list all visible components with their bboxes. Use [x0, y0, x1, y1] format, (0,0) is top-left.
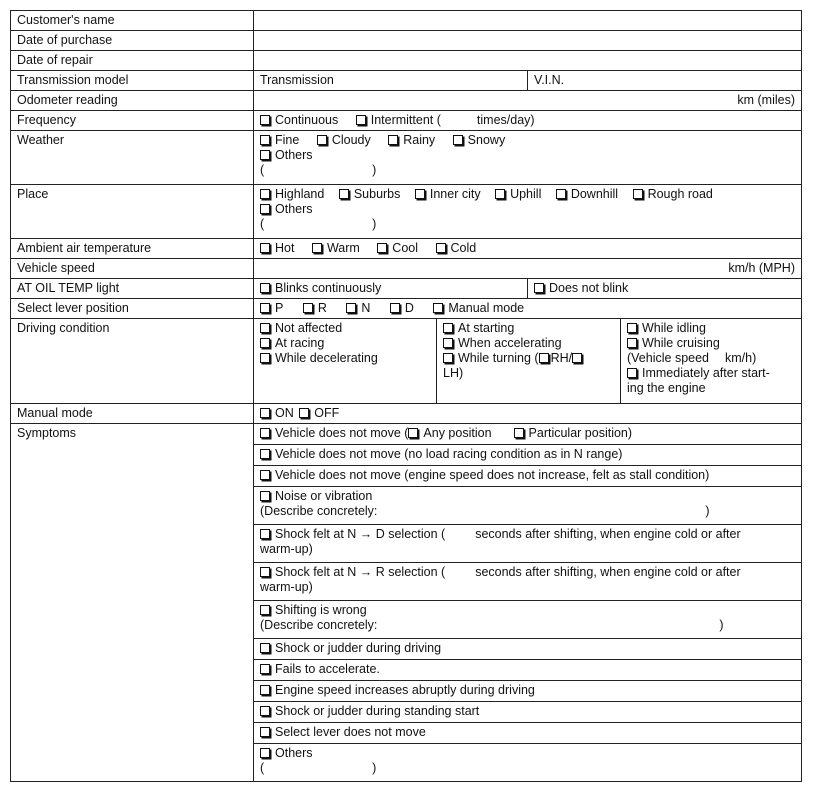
- driving-immediately-option[interactable]: [627, 366, 795, 381]
- symptom-noise-option[interactable]: [254, 487, 801, 525]
- p-label: P: [275, 301, 284, 315]
- warm-label: Warm: [326, 241, 360, 255]
- cool-label: Cool: [392, 241, 419, 255]
- temp-warm-option[interactable]: [312, 241, 360, 255]
- place-options: [254, 185, 802, 239]
- checkbox-icon[interactable]: [299, 408, 309, 418]
- checkbox-icon[interactable]: [627, 368, 637, 378]
- checkbox-icon[interactable]: [260, 189, 270, 199]
- checkbox-icon[interactable]: [572, 353, 582, 363]
- checkbox-icon[interactable]: [260, 449, 270, 459]
- snowy-label: Snowy: [467, 133, 506, 147]
- row-select-lever: [11, 299, 802, 319]
- symptom-lever-stuck-option[interactable]: [254, 723, 801, 744]
- checkbox-icon[interactable]: [415, 189, 425, 199]
- symptoms-list: [254, 424, 802, 782]
- symptom-shock-nd-option[interactable]: [254, 525, 801, 563]
- checkbox-icon[interactable]: [260, 748, 270, 758]
- checkbox-icon[interactable]: [260, 353, 270, 363]
- checkbox-icon[interactable]: [443, 353, 453, 363]
- paren-close: ): [705, 504, 710, 518]
- while-idling-label: While idling: [642, 321, 706, 335]
- driving-condition-label: Driving condition: [11, 319, 254, 404]
- vehicle-speed-unit: km/h (MPH): [728, 261, 795, 275]
- place-suburbs-option[interactable]: [339, 187, 401, 201]
- checkbox-icon[interactable]: [303, 303, 313, 313]
- fine-label: Fine: [275, 133, 300, 147]
- continuous-label: Continuous: [275, 113, 339, 127]
- transmission-model-field: [254, 71, 802, 91]
- row-customer-name: [11, 11, 802, 31]
- not-affected-label: Not affected: [275, 321, 343, 335]
- checkbox-icon[interactable]: [260, 470, 270, 480]
- checkbox-icon[interactable]: [260, 204, 270, 214]
- frequency-options: [254, 111, 802, 131]
- weather-rainy-option[interactable]: [388, 133, 435, 147]
- symptom-8-label: Shock or judder during driving: [275, 641, 442, 655]
- paren-close: ): [372, 217, 377, 231]
- temp-cold-option[interactable]: [436, 241, 477, 255]
- checkbox-icon[interactable]: [260, 567, 270, 577]
- place-highland-option[interactable]: [260, 187, 324, 201]
- weather-cloudy-option[interactable]: [317, 133, 371, 147]
- checkbox-icon[interactable]: [260, 115, 270, 125]
- cloudy-label: Cloudy: [331, 133, 371, 147]
- checkbox-icon[interactable]: [260, 135, 270, 145]
- intermittent-label: Intermittent (: [370, 113, 441, 127]
- symptom-7-label: Shifting is wrong: [275, 603, 367, 617]
- vehicle-speed-paren-label: (Vehicle speed: [627, 351, 710, 365]
- customer-name-label: Customer's name: [11, 11, 254, 31]
- place-rough-road-option[interactable]: [633, 187, 713, 201]
- checkbox-icon[interactable]: [436, 243, 446, 253]
- lh-label: LH): [443, 366, 464, 380]
- transmission-label: Transmission: [260, 73, 334, 87]
- cold-label: Cold: [450, 241, 477, 255]
- checkbox-icon[interactable]: [260, 727, 270, 737]
- paren-close: ): [372, 761, 377, 775]
- immediately-label-cont: ing the engine: [627, 381, 706, 395]
- checkbox-icon[interactable]: [627, 338, 637, 348]
- hot-label: Hot: [275, 241, 295, 255]
- row-date-of-purchase: [11, 31, 802, 51]
- while-turning-label: While turning (: [458, 351, 539, 365]
- checkbox-icon[interactable]: [390, 303, 400, 313]
- transmission-field[interactable]: [254, 71, 527, 90]
- checkbox-icon[interactable]: [260, 323, 270, 333]
- paren-open: (: [260, 761, 265, 775]
- row-driving-condition: [11, 319, 802, 404]
- place-downhill-option[interactable]: [556, 187, 618, 201]
- customer-name-field[interactable]: [254, 11, 802, 31]
- checkbox-icon[interactable]: [633, 189, 643, 199]
- symptom-3-label: Vehicle does not move (engine speed does not increase, felt as stall condition): [275, 468, 710, 482]
- driving-condition-options: [254, 319, 802, 404]
- symptom-shock-nr-option[interactable]: [254, 563, 801, 601]
- frequency-label: Frequency: [11, 111, 254, 131]
- row-manual-mode: [11, 404, 802, 424]
- checkbox-icon[interactable]: [539, 353, 549, 363]
- checkbox-icon[interactable]: [260, 303, 270, 313]
- symptom-2-label: Vehicle does not move (no load racing condition as in N range): [275, 447, 623, 461]
- oil-temp-light-label: AT OIL TEMP light: [11, 279, 254, 299]
- diagnostic-worksheet-table: [10, 10, 802, 782]
- paren-close: ): [719, 618, 724, 632]
- checkbox-icon[interactable]: [260, 428, 270, 438]
- manual-mode-options: [254, 404, 802, 424]
- vehicle-speed-field[interactable]: [254, 259, 802, 279]
- symptom-no-move-option[interactable]: [254, 424, 801, 445]
- checkbox-icon[interactable]: [556, 189, 566, 199]
- manual-mode-label: Manual mode: [448, 301, 525, 315]
- shock-nd-label: Shock felt at N → D selection (: [275, 527, 446, 541]
- checkbox-icon[interactable]: [260, 643, 270, 653]
- row-weather: [11, 131, 802, 185]
- driving-decelerating-option[interactable]: [260, 351, 430, 366]
- symptom-12-label: Select lever does not move: [275, 725, 426, 739]
- date-of-purchase-label: Date of purchase: [11, 31, 254, 51]
- immediately-label: Immediately after start-: [642, 366, 770, 380]
- row-odometer: [11, 91, 802, 111]
- driving-accelerating-option[interactable]: [443, 336, 614, 351]
- checkbox-icon[interactable]: [260, 529, 270, 539]
- oil-temp-no-blink-option[interactable]: [527, 279, 801, 298]
- paren-open: (: [260, 163, 265, 177]
- row-transmission-model: [11, 71, 802, 91]
- row-frequency: [11, 111, 802, 131]
- driving-turning-option[interactable]: [443, 351, 614, 366]
- oil-temp-options: [254, 279, 802, 299]
- select-lever-label: Select lever position: [11, 299, 254, 319]
- symptom-shifting-wrong-option[interactable]: [254, 601, 801, 639]
- weather-others-option[interactable]: [260, 148, 795, 163]
- symptom-9-label: Fails to accelerate.: [275, 662, 380, 676]
- driving-not-affected-option[interactable]: [260, 321, 430, 336]
- at-starting-label: At starting: [458, 321, 515, 335]
- symptom-4-label: Noise or vibration: [275, 489, 373, 503]
- odometer-unit: km (miles): [737, 93, 795, 107]
- blinks-label: Blinks continuously: [275, 281, 382, 295]
- symptom-10-label: Engine speed increases abruptly during driving: [275, 683, 535, 697]
- checkbox-icon[interactable]: [260, 283, 270, 293]
- driving-cruising-speed-field[interactable]: [627, 351, 795, 366]
- manual-mode-row-label: Manual mode: [11, 404, 254, 424]
- uphill-label: Uphill: [510, 187, 542, 201]
- when-accelerating-label: When accelerating: [458, 336, 562, 350]
- lever-n-option[interactable]: [346, 301, 370, 315]
- weather-label: Weather: [11, 131, 254, 185]
- lever-options: [254, 299, 802, 319]
- vin-field[interactable]: [527, 71, 801, 90]
- driving-at-starting-option[interactable]: [443, 321, 614, 336]
- seconds-label: seconds after shifting, when engine cold or after: [475, 565, 741, 579]
- symptom-judder-driving-option[interactable]: [254, 639, 801, 660]
- row-oil-temp-light: [11, 279, 802, 299]
- checkbox-icon[interactable]: [443, 323, 453, 333]
- rh-label: RH/: [550, 351, 573, 365]
- checkbox-icon[interactable]: [260, 243, 270, 253]
- transmission-model-label: Transmission model: [11, 71, 254, 91]
- checkbox-icon[interactable]: [260, 408, 270, 418]
- describe-label: (Describe concretely:: [260, 618, 378, 632]
- row-date-of-repair: [11, 51, 802, 71]
- date-of-repair-field[interactable]: [254, 51, 802, 71]
- others-label: Others: [275, 202, 313, 216]
- place-others-option[interactable]: [260, 202, 795, 217]
- checkbox-icon[interactable]: [356, 115, 366, 125]
- suburbs-label: Suburbs: [353, 187, 401, 201]
- highland-label: Highland: [275, 187, 325, 201]
- checkbox-icon[interactable]: [627, 323, 637, 333]
- rainy-label: Rainy: [403, 133, 436, 147]
- odometer-field[interactable]: [254, 91, 802, 111]
- while-cruising-label: While cruising: [642, 336, 720, 350]
- weather-options: [254, 131, 802, 185]
- checkbox-icon[interactable]: [377, 243, 387, 253]
- any-position-label: Any position: [423, 426, 492, 440]
- d-label: D: [404, 301, 414, 315]
- checkbox-icon[interactable]: [317, 135, 327, 145]
- ambient-temperature-label: Ambient air temperature: [11, 239, 254, 259]
- checkbox-icon[interactable]: [514, 428, 524, 438]
- checkbox-icon[interactable]: [495, 189, 505, 199]
- symptom-1-label: Vehicle does not move (: [275, 426, 409, 440]
- inner-city-label: Inner city: [429, 187, 481, 201]
- checkbox-icon[interactable]: [408, 428, 418, 438]
- row-vehicle-speed: [11, 259, 802, 279]
- symptoms-label: Symptoms: [11, 424, 254, 782]
- kmh-label: km/h): [725, 351, 757, 365]
- place-inner-city-option[interactable]: [415, 187, 481, 201]
- row-place: [11, 185, 802, 239]
- symptom-no-load-option[interactable]: [254, 445, 801, 466]
- lever-p-option[interactable]: [260, 301, 283, 315]
- weather-snowy-option[interactable]: [453, 133, 506, 147]
- checkbox-icon[interactable]: [260, 685, 270, 695]
- checkbox-icon[interactable]: [260, 150, 270, 160]
- checkbox-icon[interactable]: [443, 338, 453, 348]
- weather-others-field[interactable]: [260, 163, 795, 178]
- row-ambient-temperature: [11, 239, 802, 259]
- driving-at-racing-option[interactable]: [260, 336, 430, 351]
- date-of-purchase-field[interactable]: [254, 31, 802, 51]
- times-per-day-label: times/day): [476, 113, 535, 127]
- warm-up-label: warm-up): [260, 580, 313, 594]
- symptom-others-label: Others: [275, 746, 313, 760]
- paren-open: (: [260, 217, 265, 231]
- symptom-11-label: Shock or judder during standing start: [275, 704, 480, 718]
- others-label: Others: [275, 148, 313, 162]
- symptom-others-option[interactable]: [254, 744, 801, 781]
- downhill-label: Downhill: [570, 187, 619, 201]
- checkbox-icon[interactable]: [312, 243, 322, 253]
- date-of-repair-label: Date of repair: [11, 51, 254, 71]
- warm-up-label: warm-up): [260, 542, 313, 556]
- checkbox-icon[interactable]: [260, 491, 270, 501]
- n-label: N: [361, 301, 371, 315]
- particular-position-label: Particular position): [528, 426, 633, 440]
- off-label: OFF: [314, 406, 340, 420]
- checkbox-icon[interactable]: [346, 303, 356, 313]
- checkbox-icon[interactable]: [339, 189, 349, 199]
- frequency-continuous-option[interactable]: [260, 113, 338, 127]
- driving-cruising-option[interactable]: [627, 336, 795, 351]
- vehicle-speed-label: Vehicle speed: [11, 259, 254, 279]
- frequency-intermittent-option[interactable]: [356, 113, 535, 127]
- checkbox-icon[interactable]: [260, 605, 270, 615]
- lever-r-option[interactable]: [303, 301, 327, 315]
- manual-off-option[interactable]: [299, 406, 339, 420]
- rough-road-label: Rough road: [647, 187, 713, 201]
- shock-nr-label: Shock felt at N → R selection (: [275, 565, 446, 579]
- checkbox-icon[interactable]: [388, 135, 398, 145]
- lever-d-option[interactable]: [390, 301, 414, 315]
- temp-cool-option[interactable]: [377, 241, 418, 255]
- symptom-stall-option[interactable]: [254, 466, 801, 487]
- while-decelerating-label: While decelerating: [275, 351, 378, 365]
- checkbox-icon[interactable]: [260, 338, 270, 348]
- row-symptoms: [11, 424, 802, 782]
- checkbox-icon[interactable]: [453, 135, 463, 145]
- checkbox-icon[interactable]: [260, 706, 270, 716]
- r-label: R: [317, 301, 327, 315]
- temp-hot-option[interactable]: [260, 241, 294, 255]
- weather-fine-option[interactable]: [260, 133, 299, 147]
- symptom-judder-start-option[interactable]: [254, 702, 801, 723]
- manual-on-option[interactable]: [260, 406, 294, 420]
- checkbox-icon[interactable]: [260, 664, 270, 674]
- place-label: Place: [11, 185, 254, 239]
- place-others-field[interactable]: [260, 217, 795, 232]
- at-racing-label: At racing: [275, 336, 325, 350]
- odometer-label: Odometer reading: [11, 91, 254, 111]
- describe-label: (Describe concretely:: [260, 504, 378, 518]
- place-uphill-option[interactable]: [495, 187, 541, 201]
- vin-label: V.I.N.: [534, 73, 565, 87]
- no-blink-label: Does not blink: [549, 281, 629, 295]
- seconds-label: seconds after shifting, when engine cold or after: [475, 527, 741, 541]
- lever-manual-option[interactable]: [433, 301, 524, 315]
- on-label: ON: [275, 406, 294, 420]
- paren-close: ): [372, 163, 377, 177]
- symptom-engine-speed-option[interactable]: [254, 681, 801, 702]
- symptom-fails-accelerate-option[interactable]: [254, 660, 801, 681]
- temperature-options: [254, 239, 802, 259]
- checkbox-icon[interactable]: [433, 303, 443, 313]
- checkbox-icon[interactable]: [534, 283, 544, 293]
- driving-idling-option[interactable]: [627, 321, 795, 336]
- oil-temp-blinks-option[interactable]: [254, 279, 527, 298]
